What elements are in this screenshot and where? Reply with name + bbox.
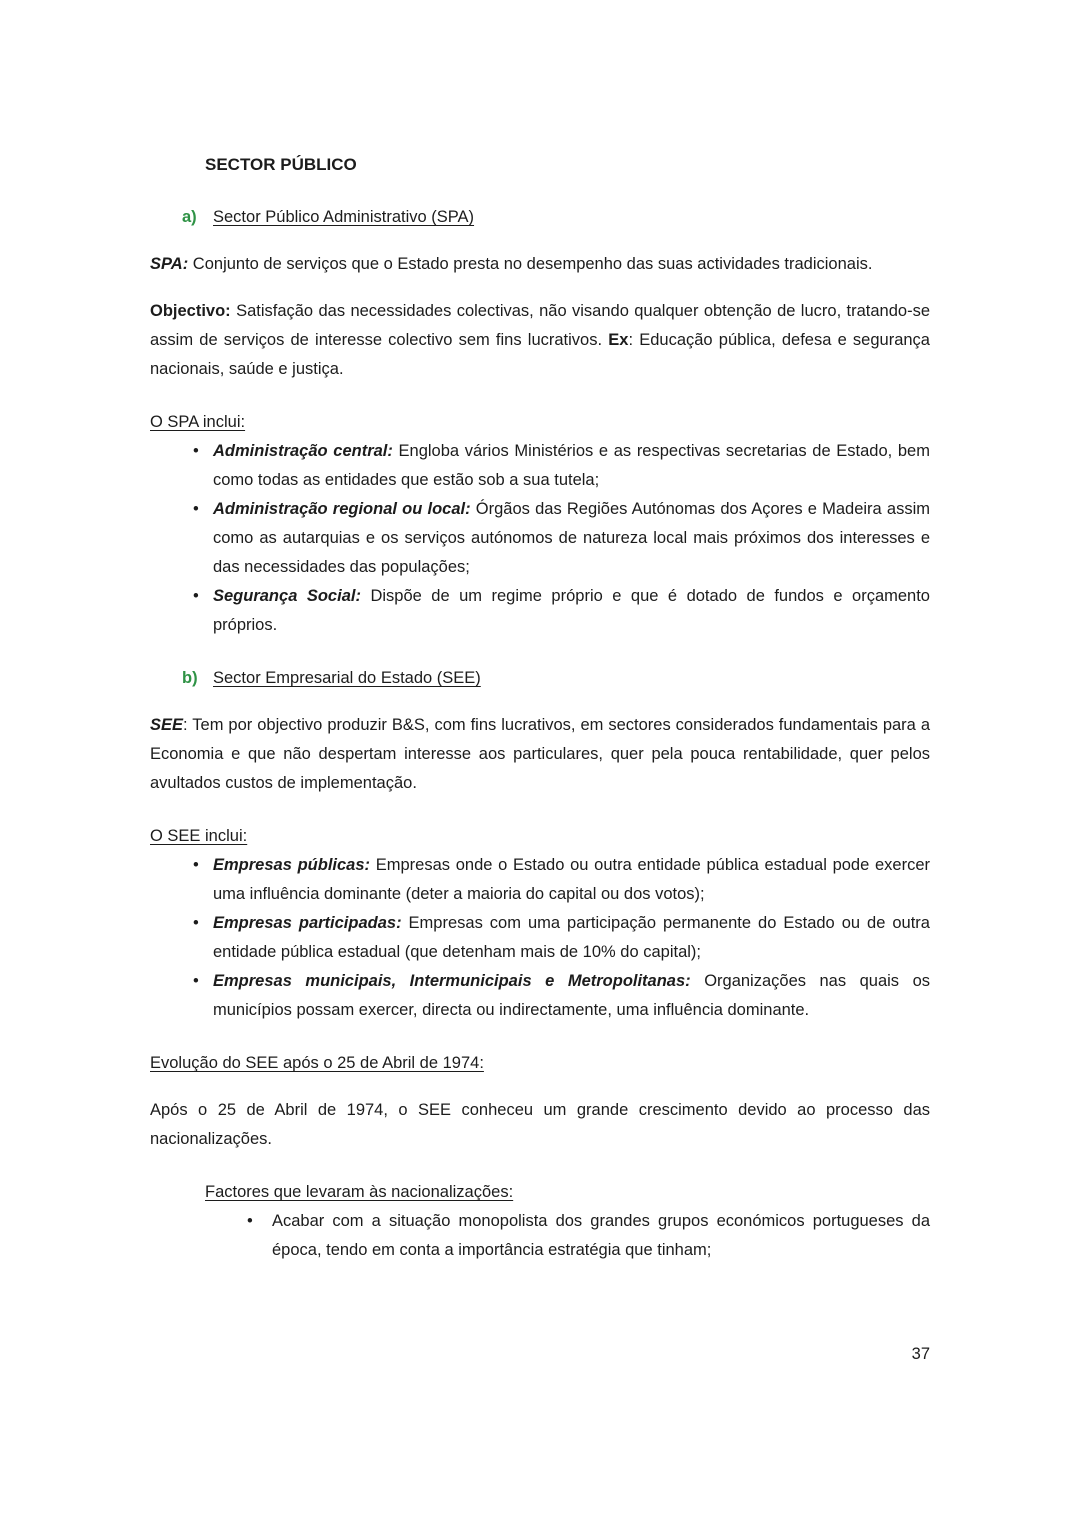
- list-item-lead: Empresas municipais, Intermunicipais e Metropolitanas:: [213, 972, 691, 990]
- document-page: [150, 150, 930, 1265]
- list-item: [150, 1207, 930, 1265]
- see-text: : Tem por objectivo produzir B&S, com fins lucrativos, em sectores considerados fundamentais para a Economia e que não despertam interesse aos particulares, quer pela pouca rentabilidade, quer pelos avultados custos de implementação.: [150, 716, 930, 792]
- bullet-icon: [193, 851, 199, 880]
- list-item-text: Acabar com a situação monopolista dos grandes grupos económicos portugueses da época, tendo em conta a importância estratégia que tinham;: [272, 1212, 930, 1259]
- list-item-lead: Empresas públicas:: [213, 856, 371, 874]
- example-text: : Educação pública, defesa e segurança nacionais, saúde e justiça.: [150, 331, 930, 378]
- section-b-heading-row: [182, 664, 930, 693]
- evolution-paragraph: Após o 25 de Abril de 1974, o SEE conheceu um grande crescimento devido ao processo das nacionalizações.: [150, 1101, 930, 1148]
- spa-lead: SPA:: [150, 255, 189, 273]
- see-includes-heading: O SEE inclui:: [150, 827, 248, 845]
- list-item-text: Engloba vários Ministérios e as respectivas secretarias de Estado, bem como todas as entidades que estão sob a sua tutela;: [213, 442, 930, 489]
- spa-text: Conjunto de serviços que o Estado presta no desempenho das suas actividades tradicionais.: [192, 255, 873, 273]
- list-item: [150, 582, 930, 640]
- bullet-icon: [193, 967, 199, 996]
- list-item: [150, 909, 930, 967]
- list-item-lead: Empresas participadas:: [213, 914, 402, 932]
- page-number: 37: [911, 1345, 930, 1363]
- list-item: [150, 495, 930, 582]
- objective-text: Satisfação das necessidades colectivas, não visando qualquer obtenção de lucro, tratando-se assim de serviços de interesse colectivo sem fins lucrativos.: [150, 302, 930, 349]
- factors-heading: Factores que levaram às nacionalizações:: [205, 1183, 514, 1201]
- see-includes-list: [150, 851, 930, 1025]
- list-item: [150, 851, 930, 909]
- bullet-icon: [193, 582, 199, 611]
- see-lead: SEE: [150, 716, 184, 734]
- list-item-text: Empresas com uma participação permanente do Estado ou de outra entidade pública estadual (que detenham mais de 10% do capital);: [213, 914, 930, 961]
- document-title: SECTOR PÚBLICO: [205, 155, 357, 174]
- section-b-marker: b): [182, 669, 198, 687]
- bullet-icon: [193, 909, 199, 938]
- bullet-icon: [193, 495, 199, 524]
- objective-lead: Objectivo:: [150, 302, 231, 320]
- section-a-heading-row: [182, 203, 930, 232]
- objective-paragraph: [150, 297, 930, 384]
- list-item-text: Empresas onde o Estado ou outra entidade pública estadual pode exercer uma influência dominante (deter a maioria do capital ou dos votos);: [213, 856, 930, 903]
- section-a-marker: a): [182, 208, 197, 226]
- spa-includes-list: [150, 437, 930, 640]
- section-b-heading: Sector Empresarial do Estado (SEE): [213, 669, 481, 687]
- bullet-icon: [247, 1207, 253, 1236]
- evolution-heading: Evolução do SEE após o 25 de Abril de 1974:: [150, 1054, 484, 1072]
- list-item-lead: Administração central:: [213, 442, 393, 460]
- see-definition-paragraph: [150, 711, 930, 798]
- list-item-text: Órgãos das Regiões Autónomas dos Açores e Madeira assim como as autarquias e os serviços autónomos de natureza local mais próximos dos interesses e das necessidades das populações;: [213, 500, 930, 576]
- factors-list: [150, 1207, 930, 1265]
- spa-definition-paragraph: [150, 250, 930, 279]
- list-item: [150, 437, 930, 495]
- section-a-heading: Sector Público Administrativo (SPA): [213, 208, 475, 226]
- bullet-icon: [193, 437, 199, 466]
- list-item-lead: Administração regional ou local:: [213, 500, 471, 518]
- list-item-lead: Segurança Social:: [213, 587, 361, 605]
- list-item-text: Organizações nas quais os municípios possam exercer, directa ou indirectamente, uma influência dominante.: [213, 972, 930, 1019]
- list-item-text: Dispõe de um regime próprio e que é dotado de fundos e orçamento próprios.: [213, 587, 930, 634]
- spa-includes-heading: O SPA inclui:: [150, 413, 246, 431]
- list-item: [150, 967, 930, 1025]
- example-lead: Ex: [608, 331, 629, 349]
